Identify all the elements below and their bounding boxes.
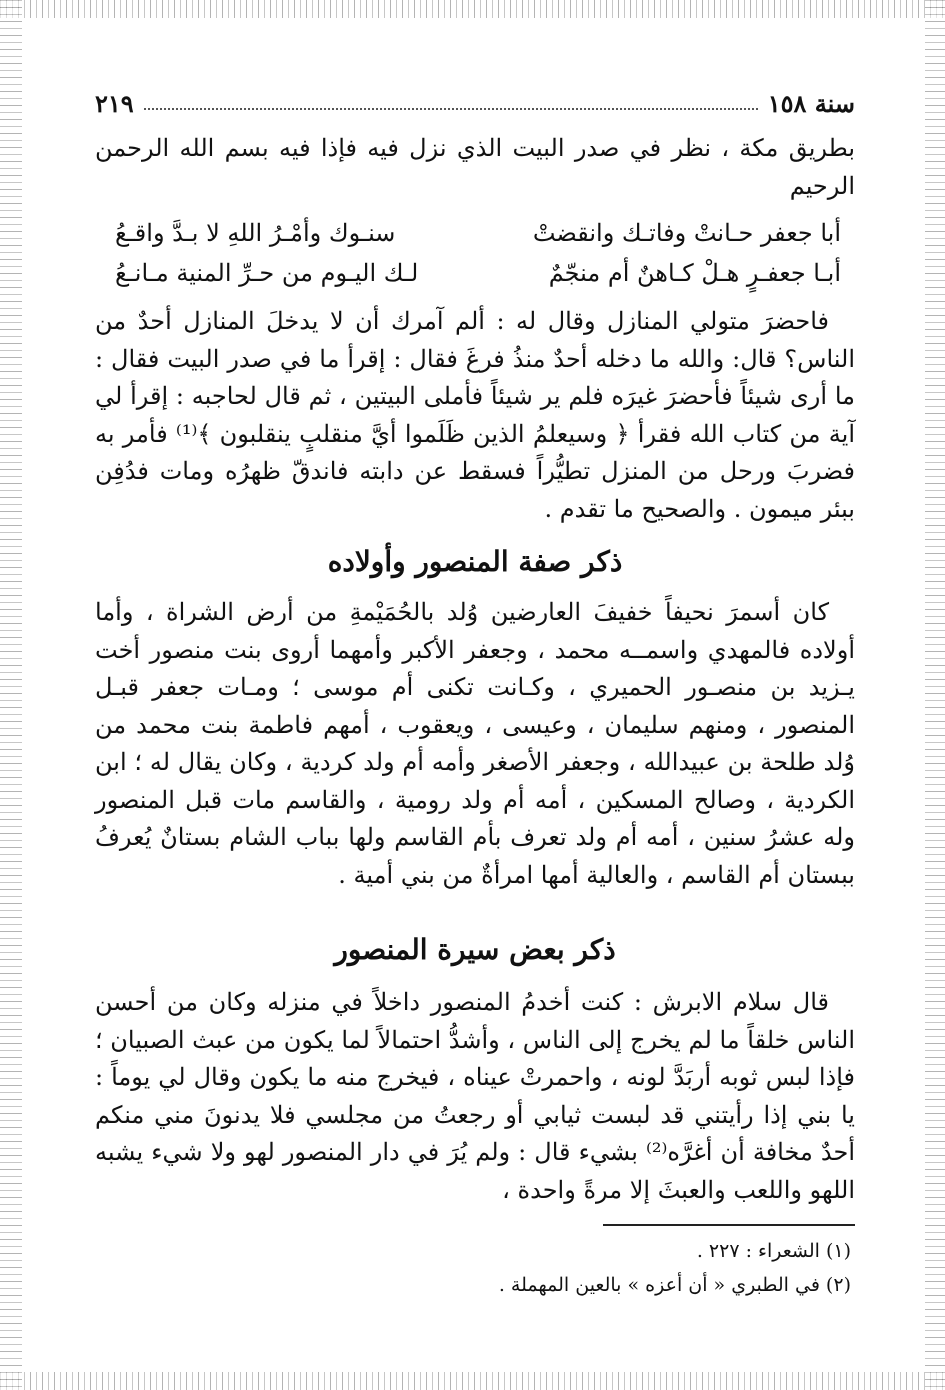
poem-hemistich-second: سنـوك وأمْـرُ اللهِ لا بـدَّ واقـعُ (115, 219, 396, 247)
paragraph-2: فاحضرَ متولي المنازل وقال له : ألم آمرك أن لا يدخلَ المنازل أحدٌ من الناس؟ قال: والله ما دخله أحدٌ منذُ فرغَ فقال : إقرأ ما في صدر البيت فقال : ما أرى شيئاً فأحضرَ غيرَه فلم ير شيئاً فأملى البيتين ، ثم قال لحاجبه : إقرأ لي آية من كتاب الله فقرأ ﴿ وسيعلمُ الذين ظَلَموا أيَّ منقلبٍ ينقلبون ﴾⁽¹⁾ فأمر به فضربَ ورحل من المنزل تطيُّراً فسقط عن دابته فاندقّ ظهرُه ومات فدُفِن ببئر ميمون . والصحيح ما تقدم . (95, 307, 855, 523)
running-title: سنة ١٥٨ (767, 89, 855, 118)
section-heading: ذكر بعض سيرة المنصور (334, 933, 616, 966)
page-content (95, 84, 855, 1209)
decorative-border-top (0, 0, 945, 18)
poem-hemistich-first: أبـا جعفـرٍ هـلْ كـاهنٌ أم منجّمٌ (548, 259, 841, 287)
page-number: ٢١٩ (95, 89, 134, 118)
decorative-border-bottom (0, 1372, 945, 1390)
section-heading: ذكر صفة المنصور وأولاده (327, 545, 623, 578)
footnotes (95, 1224, 855, 1302)
poem-hemistich-first: أبا جعفر حـانتْ وفاتـك وانقضتْ (532, 219, 841, 247)
paragraph-3: كان أسمرَ نحيفاً خفيفَ العارضين وُلد بالحُمَيْمةِ من أرض الشراة ، وأما أولاده فالمهدي واسمــه محمد ، وجعفر الأكبر وأمهما أروى بنت منصور أخت يـزيد بن منصـور الحميري ، وكـانت تكنى أم موسى ؛ ومـات جعفر قبـل المنصور ، ومنهم سليمان ، وعيسى ، ويعقوب ، أمهم فاطمة بنت محمد من وُلد طلحة بن عبيدالله ، وجعفر الأصغر وأمه أم ولد كردية ، وكان يقال له ؛ ابن الكردية ، وصالح المسكين ، أمه أم ولد رومية ، والقاسم مات قبل المنصور وله عشرُ سنين ، أمه أم ولد تعرف بأم القاسم ولها بباب الشام بستانٌ يُعرفُ ببستان أم القاسم ، والعالية أمها امرأةٌ من بني أمية . (95, 598, 855, 889)
decorative-border-left (0, 0, 22, 1390)
decorative-border-right (925, 0, 945, 1390)
header-leader-dots (144, 107, 758, 110)
poem (95, 213, 855, 293)
paragraph-4: قال سلام الابرش : كنت أخدمُ المنصور داخلاً في منزله وكان من أحسن الناس خلقاً ما لم يخرج إلى الناس ، وأشدُّ احتمالاً لما يكون من عبث الصبيان ؛ فإذا لبس ثوبه أربَدَّ لونه ، واحمرتْ عيناه ، فيخرج منه ما يكون وقال لي يوماً : يا بني إذا رأيتني قد لبست ثيابي أو رجعتُ من مجلسي فلا يدنونَ مني منكم أحدٌ مخافة أن أغرَّه⁽²⁾ بشيء قال : ولم يُرَ في دار المنصور لهو ولا شيء يشبه اللهو واللعب والعبثَ إلا مرةً واحدة ، (95, 988, 856, 1204)
footnote: (٢) في الطبري « أن أعزه » بالعين المهملة . (498, 1274, 851, 1296)
running-header (95, 84, 855, 118)
poem-line (95, 253, 855, 293)
paragraph-1: بطريق مكة ، نظر في صدر البيت الذي نزل فيه فإذا فيه بسم الله الرحمن الرحيم (95, 134, 855, 200)
footnote: (١) الشعراء : ٢٢٧ . (696, 1240, 851, 1262)
footnote-separator (603, 1224, 855, 1226)
poem-hemistich-second: لـك اليـوم من حـرِّ المنية مـانـعُ (115, 259, 419, 287)
poem-line (95, 213, 855, 253)
